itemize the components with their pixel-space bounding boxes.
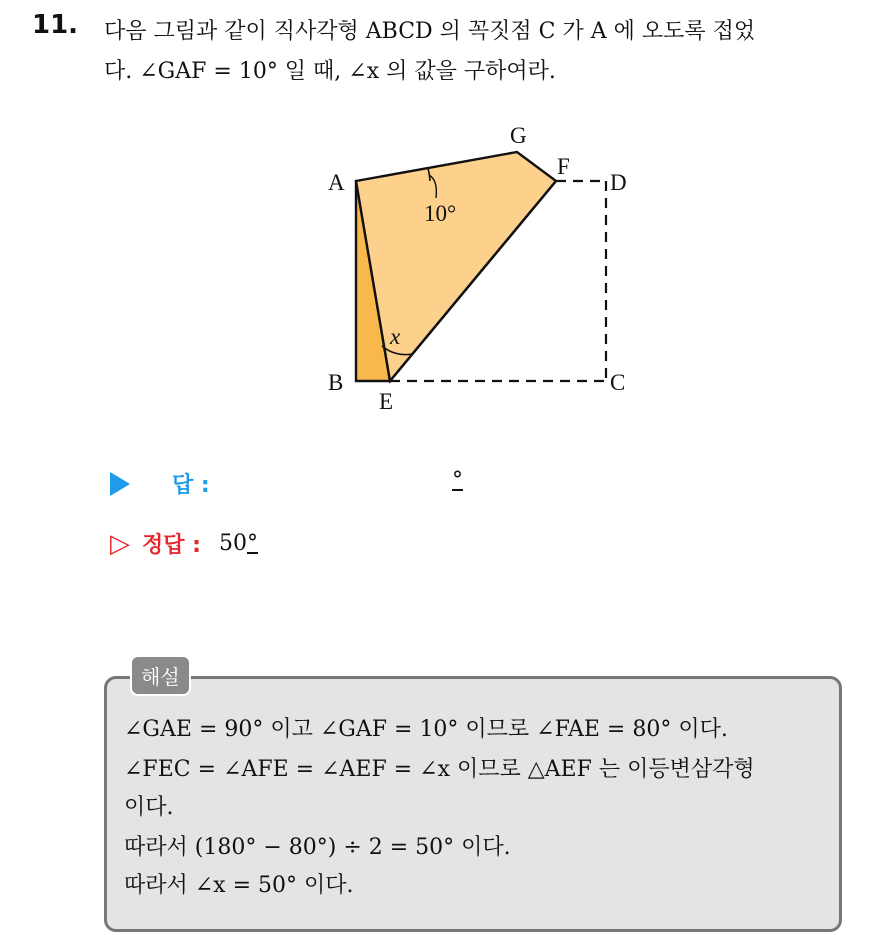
- answer-label: 답 :: [172, 473, 210, 498]
- explanation-line-1: ∠GAE = 90° 이고 ∠GAF = 10° 이므로 ∠FAE = 80° 이다.: [124, 717, 728, 742]
- folded-rectangle-figure: [320, 118, 660, 418]
- label-d: D: [610, 170, 627, 195]
- question-text-line-2: 다. ∠GAF = 10° 일 때, ∠x 의 값을 구하여라.: [104, 59, 556, 84]
- explanation-tag: 해설: [130, 655, 191, 696]
- correct-value-unit: °: [246, 531, 258, 556]
- correct-value-number: 50: [218, 531, 247, 556]
- label-e: E: [379, 389, 394, 414]
- correct-answer-value: [219, 531, 258, 556]
- answer-unit: °: [452, 468, 463, 493]
- answer-row: [110, 468, 210, 499]
- label-angle-10: 10°: [424, 201, 457, 226]
- play-triangle-icon: [110, 472, 130, 496]
- label-angle-x: x: [390, 324, 401, 349]
- question-number: 11.: [32, 10, 79, 40]
- label-c: C: [610, 370, 626, 395]
- folded-quadrilateral-agfe: [356, 152, 556, 381]
- explanation-line-5: 따라서 ∠x = 50° 이다.: [124, 873, 354, 898]
- label-f: F: [557, 154, 570, 179]
- correct-answer-label: 정답 :: [142, 533, 201, 558]
- label-g: G: [510, 123, 527, 148]
- label-a: A: [328, 170, 345, 195]
- explanation-line-4: 따라서 (180° − 80°) ÷ 2 = 50° 이다.: [124, 835, 511, 860]
- question-text-line-1: 다음 그림과 같이 직사각형 ABCD 의 꼭짓점 C 가 A 에 오도록 접었: [104, 19, 756, 44]
- explanation-line-2: ∠FEC = ∠AFE = ∠AEF = ∠x 이므로 △AEF 는 이등변삼각형: [124, 757, 755, 782]
- correct-answer-row: [110, 528, 258, 559]
- explanation-line-3: 이다.: [124, 795, 174, 820]
- outline-triangle-icon: ▷: [110, 528, 130, 559]
- label-b: B: [328, 370, 344, 395]
